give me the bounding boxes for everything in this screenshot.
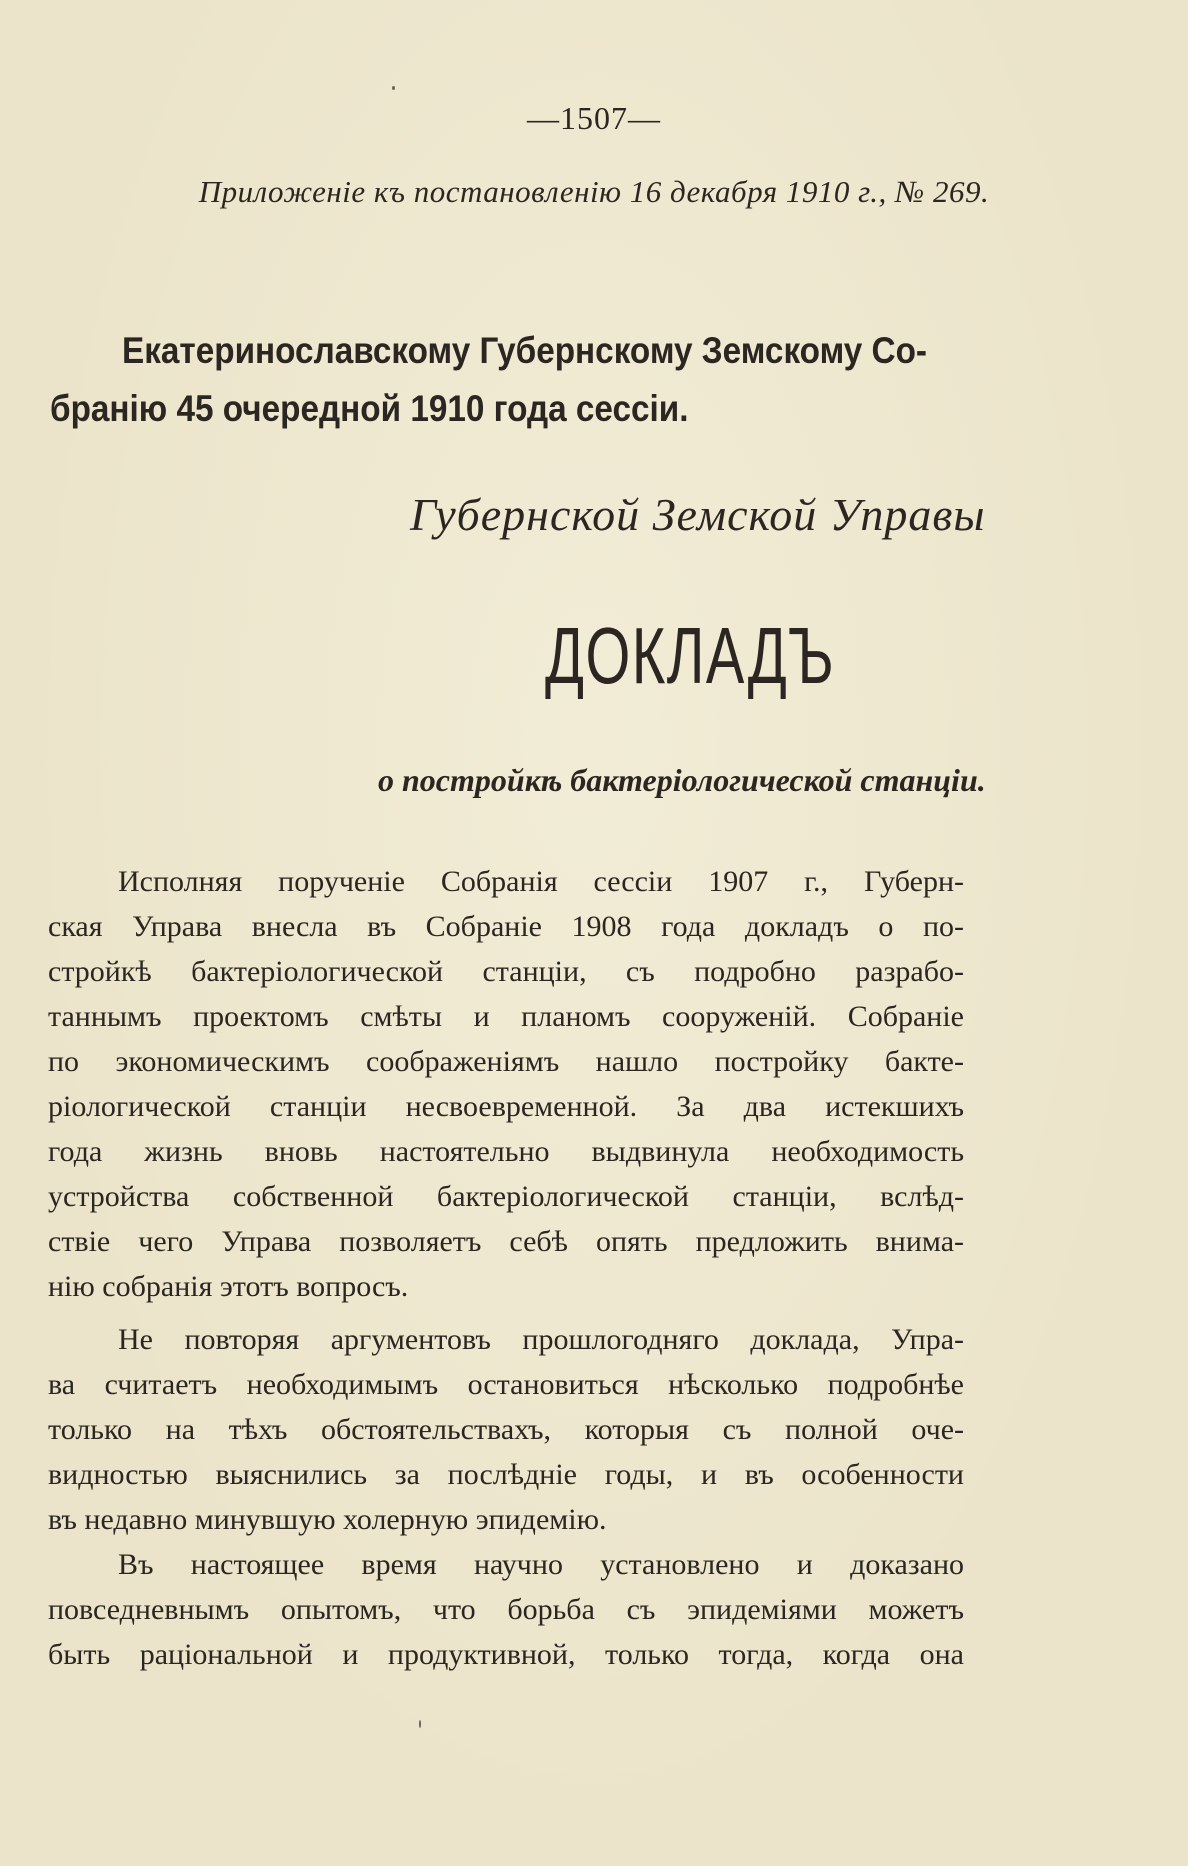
page-number: —1507— [527,100,661,136]
paragraph-line: ва считаетъ необходимымъ остановиться нѣсколько подробнѣе [48,1368,964,1401]
paragraph-line: повседневнымъ опытомъ, что борьба съ эпидемiями можетъ [48,1593,964,1626]
paragraph-line: стройкѣ бактерiологической станцiи, съ подробно разрабо- [48,955,964,988]
paragraph-3 [48,1542,964,1677]
appendix-note: Приложенiе къ постановленiю 16 декабря 1910 г., № 269. [198,174,990,209]
paragraph-line: года жизнь вновь настоятельно выдвинула необходимость [48,1135,964,1168]
ink-speck [392,86,395,90]
paragraph-line: по экономическимъ соображенiямъ нашло постройку бакте- [48,1045,964,1078]
paragraph-line: видностью выяснились за послѣднiе годы, и въ особенности [48,1458,964,1491]
paragraph-2 [48,1317,964,1542]
paragraph-line: Не повторяя аргументовъ прошлогодняго доклада, Упра- [118,1323,964,1356]
paragraph-line: таннымъ проектомъ смѣты и планомъ сооруженiй. Собранiе [48,1000,964,1033]
paragraph-line: устройства собственной бактерiологической станцiи, вслѣд- [48,1180,964,1213]
paragraph-line: въ недавно минувшую холерную эпидемiю. [48,1503,607,1536]
paragraph-line: Въ настоящее время научно установлено и доказано [118,1548,964,1581]
paragraph-line: рiологической станцiи несвоевременной. За два истекшихъ [48,1090,964,1123]
subheading: Губернской Земской Управы [410,489,986,540]
paragraph-line: быть рацiональной и продуктивной, только тогда, когда она [48,1638,964,1671]
heading-line-2 [50,380,883,438]
heading-line-2-text: бранiю 45 очередной 1910 года сессiи. [50,388,689,429]
paragraph-line: только на тѣхъ обстоятельствахъ, которыя съ полной оче- [48,1413,964,1446]
document-subject: о постройкѣ бактерiологической станцiи. [378,762,986,798]
paragraph-line: Исполняя порученiе Собранiя сессiи 1907 г., Губерн- [118,865,964,898]
paragraph-line: ская Управа внесла въ Собранiе 1908 года докладъ о по- [48,910,964,943]
ink-speck [419,1720,421,1728]
heading-line-1-text: Екатеринославскому Губернскому Земскому Со- [122,330,928,371]
heading-line-1 [122,322,955,380]
paragraph-1 [48,859,964,1309]
paragraph-line: нiю собранiя этотъ вопросъ. [48,1270,409,1303]
paragraph-line: ствiе чего Управа позволяетъ себѣ опять предложить внима- [48,1225,964,1258]
document-title: ДОКЛАДЪ [545,611,836,700]
